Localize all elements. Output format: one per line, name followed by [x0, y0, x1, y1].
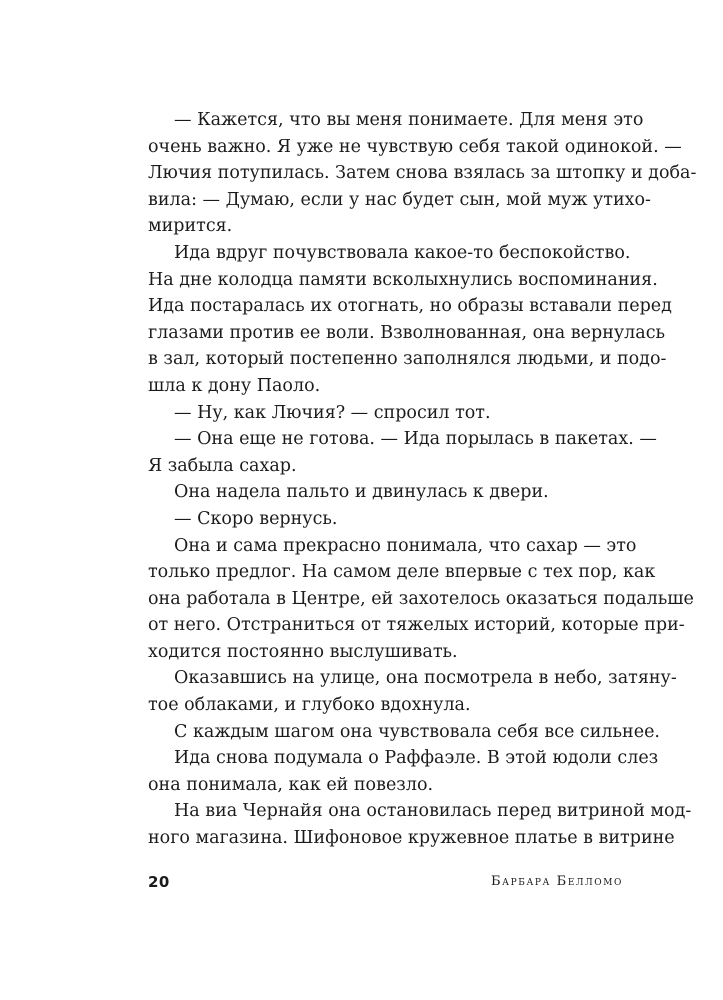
text-line: На дне колодца памяти всколыхнулись воспоминания.	[148, 269, 658, 290]
text-line: С каждым шагом она чувствовала себя все сильнее.	[174, 721, 660, 742]
text-line: Ида постаралась их отогнать, но образы вставали перед	[148, 296, 672, 317]
text-line: — Ну, как Лючия? — спросил тот.	[174, 402, 491, 423]
text-line: мирится.	[148, 216, 233, 237]
text-line: шла к дону Паоло.	[148, 375, 321, 396]
text-line: глазами против ее воли. Взволнованная, она вернулась	[148, 322, 666, 343]
text-line: На виа Чернайя она остановилась перед витриной мод-	[174, 801, 692, 822]
text-line: — Она еще не готова. — Ида порылась в пакетах. —	[174, 429, 657, 450]
text-line: тое облаками, и глубоко вдохнула.	[148, 695, 471, 716]
text-line: Лючия потупилась. Затем снова взялась за штопку и доба-	[148, 163, 697, 184]
text-line: Ида вдруг почувствовала какое-то беспокойство.	[174, 242, 631, 263]
text-line: в зал, который постепенно заполнялся людьми, и подо-	[148, 349, 667, 370]
text-line: она понимала, как ей повезло.	[148, 774, 434, 795]
body-text	[148, 107, 697, 852]
text-line: только предлог. На самом деле впервые с тех пор, как	[148, 562, 656, 583]
text-line: — Скоро вернусь.	[174, 508, 338, 529]
page-number: 20	[148, 873, 170, 891]
text-line: Она и сама прекрасно понимала, что сахар — это	[174, 535, 637, 556]
text-line: ного магазина. Шифоновое кружевное платье в витрине	[148, 828, 675, 849]
text-line: она работала в Центре, ей захотелось оказаться подальше	[148, 588, 694, 609]
text-line: очень важно. Я уже не чувствую себя такой одинокой. —	[148, 136, 682, 157]
page-footer	[148, 873, 623, 893]
text-line: Я забыла сахар.	[148, 455, 297, 476]
text-line: Оказавшись на улице, она посмотрела в небо, затяну-	[174, 668, 677, 689]
running-head-author: Барбара Белломо	[491, 874, 623, 889]
text-line: — Кажется, что вы меня понимаете. Для меня это	[174, 110, 644, 130]
text-line: вила: — Думаю, если у нас будет сын, мой муж утихо-	[148, 189, 651, 210]
text-line: от него. Отстраниться от тяжелых историй, которые при-	[148, 615, 685, 636]
text-line: ходится постоянно выслушивать.	[148, 641, 458, 662]
text-line: Она надела пальто и двинулась к двери.	[174, 482, 549, 503]
text-line: Ида снова подумала о Раффаэле. В этой юдоли слез	[174, 748, 659, 769]
